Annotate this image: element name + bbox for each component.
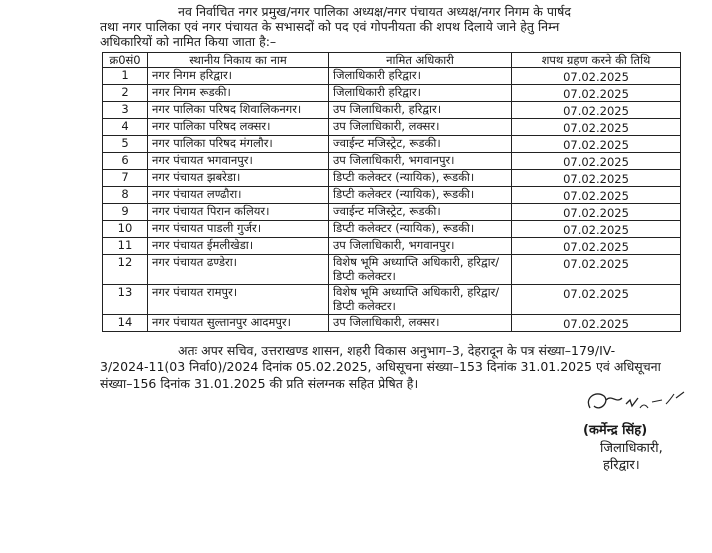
table-row bbox=[103, 136, 681, 153]
body-name-cell: नगर पंचायत सुल्तानपुर आदमपुर। bbox=[148, 315, 329, 332]
serial-cell: 5 bbox=[103, 136, 148, 153]
oath-date-cell bbox=[512, 221, 681, 238]
oath-date-cell bbox=[512, 315, 681, 332]
oath-date-cell bbox=[512, 68, 681, 85]
table-header-row bbox=[103, 53, 681, 68]
header-serial: क्र0सं0 bbox=[103, 53, 148, 68]
officer-cell: उप जिलाधिकारी, लक्सर। bbox=[329, 119, 512, 136]
table-row bbox=[103, 85, 681, 102]
header-body-name: स्थानीय निकाय का नाम bbox=[148, 53, 329, 68]
serial-cell: 9 bbox=[103, 204, 148, 221]
oath-date-cell bbox=[512, 136, 681, 153]
body-name-cell: नगर पंचायत पिरान कलियर। bbox=[148, 204, 329, 221]
serial-cell: 2 bbox=[103, 85, 148, 102]
officer-cell: विशेष भूमि अध्याप्ति अधिकारी, हरिद्वार/डिप्टी कलेक्टर। bbox=[329, 255, 512, 285]
oath-date: 07.02.2025 bbox=[563, 317, 629, 331]
oath-date-cell bbox=[512, 170, 681, 187]
oath-date: 07.02.2025 bbox=[563, 138, 629, 152]
body-name-cell: नगर पंचायत भगवानपुर। bbox=[148, 153, 329, 170]
oath-date-cell bbox=[512, 285, 681, 315]
serial-cell: 10 bbox=[103, 221, 148, 238]
table-row bbox=[103, 315, 681, 332]
body-name-cell: नगर पालिका परिषद मंगलौर। bbox=[148, 136, 329, 153]
table-row bbox=[103, 285, 681, 315]
body-name-cell: नगर पंचायत लण्ढौरा। bbox=[148, 187, 329, 204]
officer-cell: डिप्टी कलेक्टर (न्यायिक), रूडकी। bbox=[329, 187, 512, 204]
body-name-cell: नगर निगम हरिद्वार। bbox=[148, 68, 329, 85]
oath-date-cell bbox=[512, 204, 681, 221]
officer-cell: उप जिलाधिकारी, लक्सर। bbox=[329, 315, 512, 332]
officer-cell: जिलाधिकारी हरिद्वार। bbox=[329, 85, 512, 102]
oath-date: 07.02.2025 bbox=[563, 87, 629, 101]
oath-date-cell bbox=[512, 85, 681, 102]
officers-table bbox=[102, 52, 681, 332]
oath-date: 07.02.2025 bbox=[563, 70, 629, 84]
signatory-name: (कर्मेन्द्र सिंह) bbox=[583, 423, 648, 438]
footer-line-3: संख्या–156 दिनांक 31.01.2025 की प्रति संलग्नक सहित प्रेषित है। bbox=[100, 376, 419, 391]
oath-date-cell bbox=[512, 119, 681, 136]
oath-date: 07.02.2025 bbox=[563, 287, 629, 301]
body-name-cell: नगर पंचायत रामपुर। bbox=[148, 285, 329, 315]
table-row bbox=[103, 238, 681, 255]
handwritten-signature bbox=[582, 386, 692, 422]
signatory-designation: जिलाधिकारी, bbox=[600, 441, 663, 456]
officer-cell: उप जिलाधिकारी, भगवानपुर। bbox=[329, 238, 512, 255]
body-name-cell: नगर पालिका परिषद लक्सर। bbox=[148, 119, 329, 136]
oath-date: 07.02.2025 bbox=[563, 240, 629, 254]
serial-cell: 13 bbox=[103, 285, 148, 315]
serial-cell: 11 bbox=[103, 238, 148, 255]
officer-cell: ज्वाईन्ट मजिस्ट्रेट, रूडकी। bbox=[329, 136, 512, 153]
serial-cell: 6 bbox=[103, 153, 148, 170]
footer-line-2: 3/2024-11(03 निर्वा0)/2024 दिनांक 05.02.2025, अधिसूचना संख्या–153 दिनांक 31.01.2025 एवं अधिसूचना bbox=[100, 359, 661, 374]
header-oath-date: शपथ ग्रहण करने की तिथि bbox=[512, 53, 681, 68]
intro-line-2: तथा नगर पालिका एवं नगर पंचायत के सभासदों को पद एवं गोपनीयता की शपथ दिलाये जाने हेतु निम्न bbox=[100, 19, 560, 34]
signatory-place: हरिद्वार। bbox=[603, 458, 640, 473]
serial-cell: 1 bbox=[103, 68, 148, 85]
table-row bbox=[103, 119, 681, 136]
oath-date: 07.02.2025 bbox=[563, 206, 629, 220]
table-row bbox=[103, 255, 681, 285]
oath-date: 07.02.2025 bbox=[563, 155, 629, 169]
footer-line-1: अतः अपर सचिव, उत्तराखण्ड शासन, शहरी विकास अनुभाग–3, देहरादून के पत्र संख्या–179/IV- bbox=[178, 343, 616, 358]
serial-cell: 12 bbox=[103, 255, 148, 285]
body-name-cell: नगर पंचायत झबरेडा। bbox=[148, 170, 329, 187]
body-name-cell: नगर निगम रूडकी। bbox=[148, 85, 329, 102]
body-name-cell: नगर पंचायत ईमलीखेडा। bbox=[148, 238, 329, 255]
oath-date: 07.02.2025 bbox=[563, 189, 629, 203]
oath-date-cell bbox=[512, 153, 681, 170]
serial-cell: 4 bbox=[103, 119, 148, 136]
table-row bbox=[103, 68, 681, 85]
officer-cell: जिलाधिकारी हरिद्वार। bbox=[329, 68, 512, 85]
oath-date-cell bbox=[512, 238, 681, 255]
body-name-cell: नगर पंचायत पाडली गुर्जर। bbox=[148, 221, 329, 238]
officer-cell: उप जिलाधिकारी, हरिद्वार। bbox=[329, 102, 512, 119]
serial-cell: 3 bbox=[103, 102, 148, 119]
oath-date: 07.02.2025 bbox=[563, 257, 629, 271]
table-row bbox=[103, 153, 681, 170]
officer-cell: डिप्टी कलेक्टर (न्यायिक), रूडकी। bbox=[329, 170, 512, 187]
table-row bbox=[103, 170, 681, 187]
serial-cell: 7 bbox=[103, 170, 148, 187]
serial-cell: 14 bbox=[103, 315, 148, 332]
intro-line-1: नव निर्वाचित नगर प्रमुख/नगर पालिका अध्यक्ष/नगर पंचायत अध्यक्ष/नगर निगम के पार्षद bbox=[178, 4, 572, 19]
table-row bbox=[103, 187, 681, 204]
table-row bbox=[103, 221, 681, 238]
oath-date: 07.02.2025 bbox=[563, 172, 629, 186]
oath-date: 07.02.2025 bbox=[563, 121, 629, 135]
officer-cell: ज्वाईन्ट मजिस्ट्रेट, रूडकी। bbox=[329, 204, 512, 221]
serial-cell: 8 bbox=[103, 187, 148, 204]
body-name-cell: नगर पंचायत ढण्डेरा। bbox=[148, 255, 329, 285]
oath-date-cell bbox=[512, 255, 681, 285]
header-officer: नामित अधिकारी bbox=[329, 53, 512, 68]
table-row bbox=[103, 204, 681, 221]
oath-date: 07.02.2025 bbox=[563, 104, 629, 118]
officer-cell: विशेष भूमि अध्याप्ति अधिकारी, हरिद्वार/डिप्टी कलेक्टर। bbox=[329, 285, 512, 315]
officer-cell: डिप्टी कलेक्टर (न्यायिक), रूडकी। bbox=[329, 221, 512, 238]
officer-cell: उप जिलाधिकारी, भगवानपुर। bbox=[329, 153, 512, 170]
body-name-cell: नगर पालिका परिषद शिवालिकनगर। bbox=[148, 102, 329, 119]
table-row bbox=[103, 102, 681, 119]
intro-line-3: अधिकारियों को नामित किया जाता है:– bbox=[100, 34, 277, 49]
oath-date: 07.02.2025 bbox=[563, 223, 629, 237]
oath-date-cell bbox=[512, 102, 681, 119]
oath-date-cell bbox=[512, 187, 681, 204]
